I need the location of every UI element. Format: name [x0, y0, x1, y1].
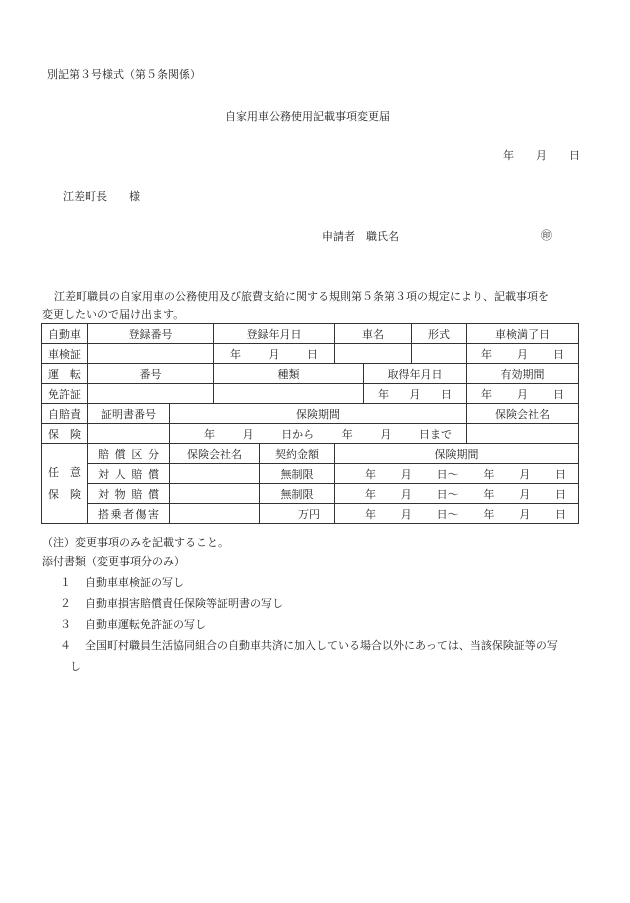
car-name-header: 車名	[335, 324, 412, 344]
voluntary-period-field[interactable]: 年 月 日～ 年 月 日	[335, 464, 579, 484]
row-label: 免許証	[42, 384, 88, 404]
row-label: 運 転	[42, 364, 88, 384]
voluntary-company-field[interactable]	[170, 464, 260, 484]
voluntary-insurance-row	[42, 464, 579, 484]
voluntary-insurance-header-row	[42, 444, 579, 464]
liability-category: 搭乗者傷害	[88, 504, 170, 524]
inspection-expiry-field[interactable]: 年 月 日	[467, 344, 579, 364]
car-name-field[interactable]	[335, 344, 412, 364]
validity-header: 有効期間	[467, 364, 579, 384]
applicant-label: 申請者 職氏名	[322, 230, 399, 243]
inspection-expiry-header: 車検満了日	[467, 324, 579, 344]
acquisition-date-header: 取得年月日	[364, 364, 467, 384]
body-text-line-1: 江差町職員の自家用車の公務使用及び旅費支給に関する規則第５条第３項の規定により、記載事項を	[54, 290, 549, 303]
row-label: 自賠責	[42, 404, 88, 424]
license-header-row	[42, 364, 579, 384]
body-text-line-2: 変更したいので届け出ます。	[42, 308, 185, 321]
liability-category: 対物賠償	[88, 484, 170, 504]
voluntary-insurance-row	[42, 484, 579, 504]
insurance-company-header: 保険会社名	[467, 404, 579, 424]
contract-amount-header: 契約金額	[260, 444, 335, 464]
row-label: 自動車	[42, 324, 88, 344]
insurance-company-field[interactable]	[467, 424, 579, 444]
compulsory-insurance-input-row	[42, 424, 579, 444]
car-inspection-header-row	[42, 324, 579, 344]
form-number: 別記第３号様式（第５条関係）	[47, 68, 201, 81]
voluntary-period-field[interactable]: 年 月 日～ 年 月 日	[335, 484, 579, 504]
voluntary-period-header: 保険期間	[335, 444, 579, 464]
validity-field[interactable]: 年 月 日	[467, 384, 579, 404]
registration-number-header: 登録番号	[88, 324, 214, 344]
attachment-item: ３ 自動車運転免許証の写し	[60, 618, 206, 631]
attachment-item: ２ 自動車損害賠償責任保険等証明書の写し	[60, 597, 283, 610]
license-type-header: 種類	[214, 364, 364, 384]
row-label: 車検証	[42, 344, 88, 364]
attachment-item: ４ 全国町村職員生活協同組合の自動車共済に加入している場合以外にあっては、当該保険証等の写	[60, 639, 558, 652]
car-inspection-input-row	[42, 344, 579, 364]
registration-date-field[interactable]: 年 月 日	[214, 344, 335, 364]
recipient: 江差町長 様	[63, 190, 140, 203]
voluntary-company-field[interactable]	[170, 484, 260, 504]
notification-table	[41, 323, 579, 524]
contract-amount: 無制限	[260, 464, 335, 484]
attachment-item: １ 自動車車検証の写し	[60, 576, 184, 589]
contract-amount: 無制限	[260, 484, 335, 504]
registration-date-header: 登録年月日	[214, 324, 335, 344]
voluntary-insurance-row	[42, 504, 579, 524]
certificate-number-field[interactable]	[88, 424, 170, 444]
license-number-field[interactable]	[88, 384, 214, 404]
note: （注）変更事項のみを記載すること。	[42, 536, 229, 549]
certificate-number-header: 証明書番号	[88, 404, 170, 424]
submission-date: 年 月 日	[503, 149, 580, 162]
license-number-header: 番号	[88, 364, 214, 384]
voluntary-company-field[interactable]	[170, 504, 260, 524]
attachment-item-continuation: し	[70, 660, 81, 673]
model-field[interactable]	[412, 344, 467, 364]
attachments-title: 添付書類（変更事項分のみ）	[42, 555, 185, 568]
document-title: 自家用車公務使用記載事項変更届	[225, 110, 390, 123]
model-header: 形式	[412, 324, 467, 344]
voluntary-insurance-label: 任 意 保 険	[42, 444, 88, 524]
license-input-row	[42, 384, 579, 404]
row-label: 保 険	[42, 424, 88, 444]
voluntary-company-header: 保険会社名	[170, 444, 260, 464]
compulsory-insurance-header-row	[42, 404, 579, 424]
insurance-period-header: 保険期間	[170, 404, 467, 424]
acquisition-date-field[interactable]: 年 月 日	[364, 384, 467, 404]
license-type-field[interactable]	[214, 384, 364, 404]
voluntary-period-field[interactable]: 年 月 日～ 年 月 日	[335, 504, 579, 524]
liability-category: 対人賠償	[88, 464, 170, 484]
seal-mark: ㊞	[541, 229, 552, 242]
registration-number-field[interactable]	[88, 344, 214, 364]
insurance-period-field[interactable]: 年 月 日から 年 月 日まで	[170, 424, 467, 444]
contract-amount: 万円	[260, 504, 335, 524]
liability-category-header: 賠償区分	[88, 444, 170, 464]
